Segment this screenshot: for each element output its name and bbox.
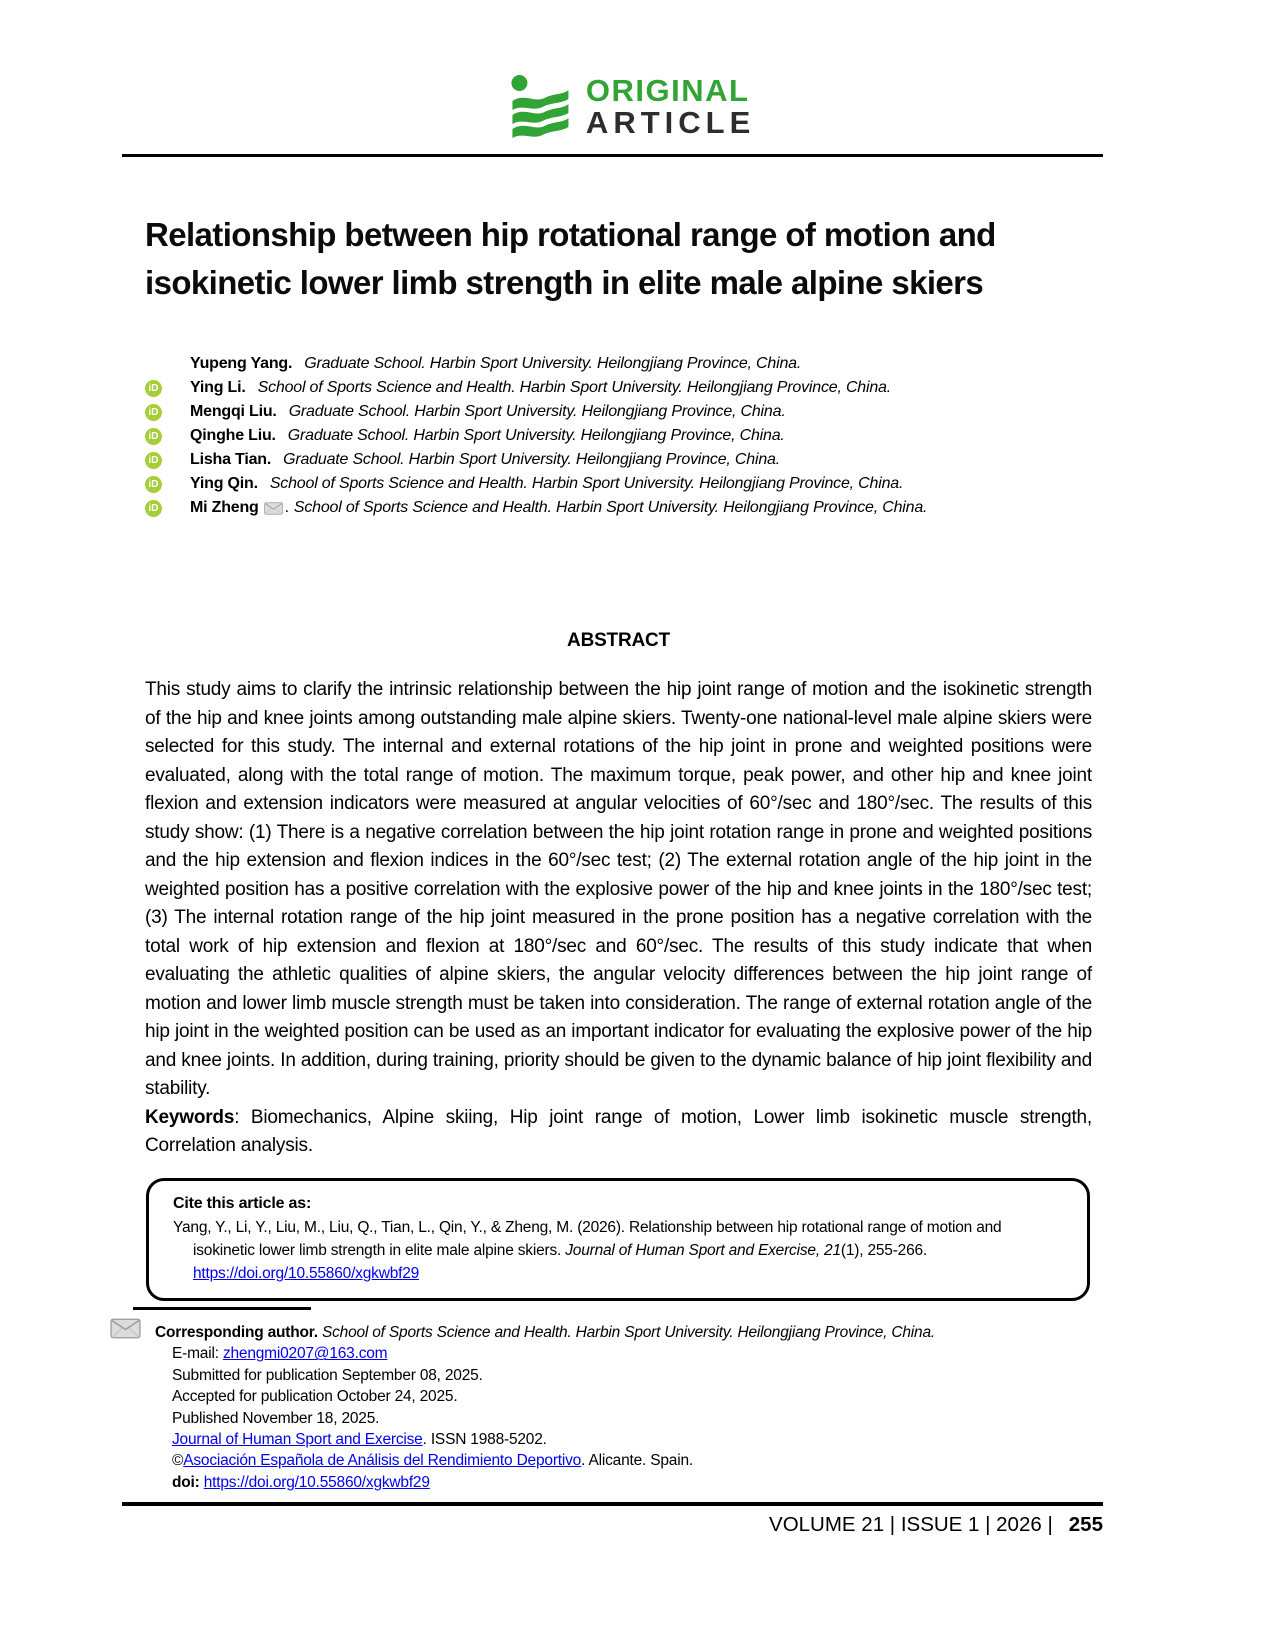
corresponding-author-affiliation: School of Sports Science and Health. Harbin Sport University. Heilongjiang Province, China. (317, 1324, 935, 1341)
author-affiliation: Graduate School. Harbin Sport University. Heilongjiang Province, China. (304, 355, 802, 372)
orcid-slot (145, 428, 190, 445)
logo-icon (510, 74, 570, 140)
author-name: Qinghe Liu. (190, 427, 276, 444)
author-name: Lisha Tian. (190, 451, 272, 468)
email-link[interactable]: zhengmi0207@163.com (222, 1345, 388, 1363)
citation-text (173, 1216, 1063, 1285)
envelope-icon (264, 502, 283, 515)
doi-line (155, 1472, 1115, 1493)
author-name: Mi Zheng (190, 499, 259, 516)
author-row (145, 472, 1155, 496)
accepted-line: Accepted for publication October 24, 2025. (172, 1388, 458, 1406)
abstract-body: This study aims to clarify the intrinsic relationship between the hip joint range of motion and the isokinetic strength of the hip and knee joints among outstanding male alpine skiers. Twenty-one national-level male alpine skiers were selected for this study. The internal and external rotations of the hip joint in prone and weighted positions were evaluated, along with the total range of motion. The maximum torque, peak power, and other hip and knee joint flexion and extension indicators were measured at angular velocities of 60°/sec and 180°/sec. The results of this study show: (1) There is a negative correlation between the hip joint rotation range in prone and weighted positions and the hip extension and flexion indices in the 60°/sec test; (2) The external rotation angle of the hip joint in the weighted position has a positive correlation with the explosive power of the hip and knee joints in the 180°/sec test; (3) The internal rotation range of the hip joint measured in the prone position has a negative correlation with the total work of hip extension and flexion at 180°/sec and 60°/sec. The results of this study indicate that when evaluating the athletic qualities of alpine skiers, the angular velocity differences between the hip joint range of motion and lower limb muscle strength must be taken into consideration. The range of external rotation angle of the hip joint in the weighted position can be used as an important indicator for evaluating the explosive power of the hip and knee joints. In addition, during training, priority should be given to the dynamic balance of hip joint flexibility and stability. (145, 679, 1092, 1099)
logo-word-article: ARTICLE (585, 105, 756, 140)
keywords-label: Keywords (145, 1106, 235, 1128)
orcid-icon[interactable]: iD (145, 452, 162, 469)
journal-line (155, 1429, 1115, 1450)
cite-box (146, 1178, 1090, 1301)
published-line: Published November 18, 2025. (172, 1409, 380, 1427)
copyright-location: . Alicante. Spain. (581, 1452, 693, 1470)
corresponding-envelope-slot (110, 1318, 141, 1344)
orcid-icon[interactable]: iD (145, 500, 162, 517)
orcid-slot (145, 500, 190, 517)
journal-issn: . ISSN 1988-5202. (422, 1431, 547, 1449)
copyright-line (155, 1450, 1115, 1471)
submitted-line: Submitted for publication September 08, 2025. (172, 1366, 483, 1384)
association-link[interactable]: Asociación Española de Análisis del Rendimiento Deportivo (183, 1452, 582, 1470)
orcid-slot (145, 452, 190, 469)
footnote-divider (133, 1307, 311, 1310)
author-envelope-slot (264, 502, 283, 515)
cite-label: Cite this article as: (173, 1195, 312, 1212)
abstract-heading: ABSTRACT (567, 630, 670, 651)
page-title (145, 211, 1110, 307)
citation-pages: (1), 255-266. (840, 1242, 928, 1259)
volume-issue-text: VOLUME 21 | ISSUE 1 | 2026 | (769, 1513, 1053, 1536)
volume-line (122, 1513, 1103, 1537)
orcid-icon[interactable]: iD (145, 380, 162, 397)
bottom-rule (122, 1502, 1103, 1506)
journal-logo (510, 74, 755, 140)
orcid-slot (145, 380, 190, 397)
author-affiliation: Graduate School. Harbin Sport University. Heilongjiang Province, China. (287, 427, 785, 444)
doi-label: doi: (172, 1473, 204, 1491)
citation-journal: Journal of Human Sport and Exercise, 21 (565, 1242, 841, 1259)
journal-link[interactable]: Journal of Human Sport and Exercise (172, 1431, 423, 1449)
authors-list (145, 352, 1155, 520)
author-affiliation: Graduate School. Harbin Sport University. Heilongjiang Province, China. (288, 403, 786, 420)
logo-text (586, 75, 755, 138)
author-row (145, 496, 1155, 520)
author-name: Ying Qin. (190, 475, 258, 492)
author-affiliation: Graduate School. Harbin Sport University. Heilongjiang Province, China. (283, 451, 780, 468)
title-line-1: Relationship between hip rotational range of motion and (145, 216, 996, 253)
author-row (145, 376, 1155, 400)
orcid-icon[interactable]: iD (145, 404, 162, 421)
orcid-slot (145, 404, 190, 421)
page-number: 255 (1068, 1513, 1103, 1536)
citation-authors-title: Yang, Y., Li, Y., Liu, M., Liu, Q., Tian, L., Qin, Y., & Zheng, M. (2026). Relationship between hip rotational range of motion and isokinetic lower limb strength in elite male alpine skiers. (173, 1219, 1002, 1259)
author-affiliation: School of Sports Science and Health. Harbin Sport University. Heilongjiang Province, China. (293, 499, 928, 516)
citation-doi-link[interactable]: https://doi.org/10.55860/xgkwbf29 (193, 1265, 420, 1282)
author-name: Ying Li. (190, 379, 246, 396)
corresponding-author-label: Corresponding author. (155, 1324, 318, 1341)
copyright-symbol: © (172, 1452, 184, 1470)
orcid-icon[interactable]: iD (145, 476, 162, 493)
email-line (155, 1343, 1115, 1364)
doi-link[interactable]: https://doi.org/10.55860/xgkwbf29 (203, 1473, 430, 1491)
orcid-icon[interactable]: iD (145, 428, 162, 445)
author-row (145, 400, 1155, 424)
author-name: Yupeng Yang. (190, 355, 293, 372)
orcid-slot (145, 476, 190, 493)
author-row (145, 424, 1155, 448)
author-name: Mengqi Liu. (190, 403, 277, 420)
author-affiliation: School of Sports Science and Health. Harbin Sport University. Heilongjiang Province, China. (257, 379, 891, 396)
envelope-icon (110, 1318, 141, 1339)
keywords-text: : Biomechanics, Alpine skiing, Hip joint range of motion, Lower limb isokinetic muscle strength, Correlation analysis. (145, 1106, 1092, 1156)
email-label: E-mail: (172, 1345, 223, 1363)
logo-word-original: ORIGINAL (585, 73, 750, 109)
footer-block (155, 1322, 1115, 1493)
author-post: . (284, 499, 289, 516)
author-row (145, 448, 1155, 472)
author-affiliation: School of Sports Science and Health. Harbin Sport University. Heilongjiang Province, China. (269, 475, 904, 492)
corresponding-author-line (155, 1322, 1115, 1343)
header-rule (122, 154, 1103, 157)
author-row (145, 352, 1155, 376)
abstract-section (145, 676, 1092, 1161)
title-line-2: isokinetic lower limb strength in elite male alpine skiers (145, 264, 984, 301)
keywords-line (145, 1104, 1092, 1161)
